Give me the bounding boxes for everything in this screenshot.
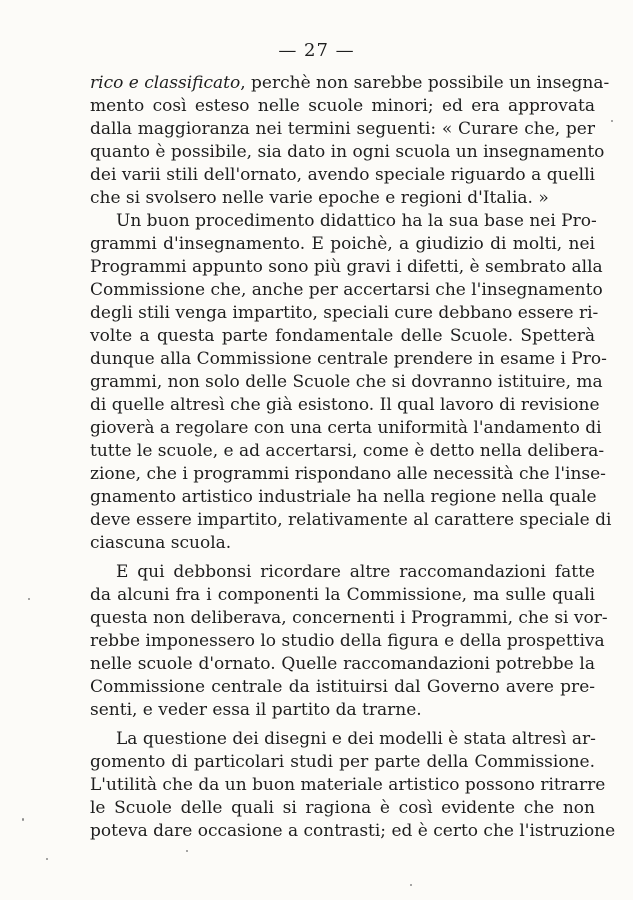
scan-speck xyxy=(186,850,188,852)
text-line: dalla maggioranza nei termini seguenti: « Curare che, per xyxy=(90,119,595,139)
text-line: zione, che i programmi rispondano alle necessità che l'inse- xyxy=(90,464,606,484)
text-line: degli stili venga impartito, speciali cure debbano essere ri- xyxy=(90,303,599,323)
paragraph xyxy=(90,561,608,722)
text-line: gnamento artistico industriale ha nella regione nella quale xyxy=(90,487,597,507)
text-line: rico e classificato, perchè non sarebbe possibile un insegna- xyxy=(90,73,610,93)
text-line: E qui debbonsi ricordare altre raccomandazioni fatte xyxy=(116,562,595,582)
text-line: grammi, non solo delle Scuole che si dovranno istituire, ma xyxy=(90,372,603,392)
scan-speck xyxy=(410,884,412,886)
text-line: gomento di particolari studi per parte della Commissione. xyxy=(90,752,595,772)
text-line: grammi d'insegnamento. E poichè, a giudizio di molti, nei xyxy=(90,234,595,254)
text-line: quanto è possibile, sia dato in ogni scuola un insegnamento xyxy=(90,142,605,162)
paragraph xyxy=(90,72,610,210)
text-line: poteva dare occasione a contrasti; ed è certo che l'istruzione xyxy=(90,821,616,841)
text-line: tutte le scuole, e ad accertarsi, come è detto nella delibera- xyxy=(90,441,605,461)
text-line: rebbe imponessero lo studio della figura e della prospettiva xyxy=(90,631,605,651)
scan-speck xyxy=(611,120,613,122)
body-text xyxy=(90,72,616,843)
text-line: le Scuole delle quali si ragiona è così evidente che non xyxy=(90,798,595,818)
italic-text: rico e classificato xyxy=(90,73,241,93)
text-line: deve essere impartito, relativamente al carattere speciale di xyxy=(90,510,612,530)
text-line: dei varii stili dell'ornato, avendo speciale riguardo a quelli xyxy=(90,165,595,185)
scan-speck xyxy=(28,598,30,600)
text-line: di quelle altresì che già esistono. Il qual lavoro di revisione xyxy=(90,395,600,415)
scan-speck xyxy=(22,818,24,821)
page-number: — 27 — xyxy=(278,40,355,61)
text-line: Un buon procedimento didattico ha la sua base nei Pro- xyxy=(116,211,597,231)
text-line: nelle scuole d'ornato. Quelle raccomandazioni potrebbe la xyxy=(90,654,595,674)
text-line: gioverà a regolare con una certa uniformità l'andamento di xyxy=(90,418,602,438)
text-line: che si svolsero nelle varie epoche e regioni d'Italia. » xyxy=(90,188,549,208)
text-line: Programmi appunto sono più gravi i difetti, è sembrato alla xyxy=(90,257,603,277)
text-line: La questione dei disegni e dei modelli è stata altresì ar- xyxy=(116,729,596,749)
text-line: Commissione che, anche per accertarsi che l'insegnamento xyxy=(90,280,603,300)
paragraph xyxy=(90,728,616,843)
text-line: L'utilità che da un buon materiale artistico possono ritrarre xyxy=(90,775,606,795)
text-line: ciascuna scuola. xyxy=(90,533,232,553)
text-line: senti, e veder essa il partito da trarne. xyxy=(90,700,422,720)
text-line: dunque alla Commissione centrale prendere in esame i Pro- xyxy=(90,349,607,369)
text-line: volte a questa parte fondamentale delle Scuole. Spetterà xyxy=(90,326,595,346)
text-line: da alcuni fra i componenti la Commissione, ma sulle quali xyxy=(90,585,595,605)
paragraph xyxy=(90,210,612,555)
text-line: mento così esteso nelle scuole minori; ed era approvata xyxy=(90,96,595,116)
text-line: questa non deliberava, concernenti i Programmi, che si vor- xyxy=(90,608,608,628)
scan-speck xyxy=(46,858,48,860)
text-line: Commissione centrale da istituirsi dal Governo avere pre- xyxy=(90,677,595,697)
